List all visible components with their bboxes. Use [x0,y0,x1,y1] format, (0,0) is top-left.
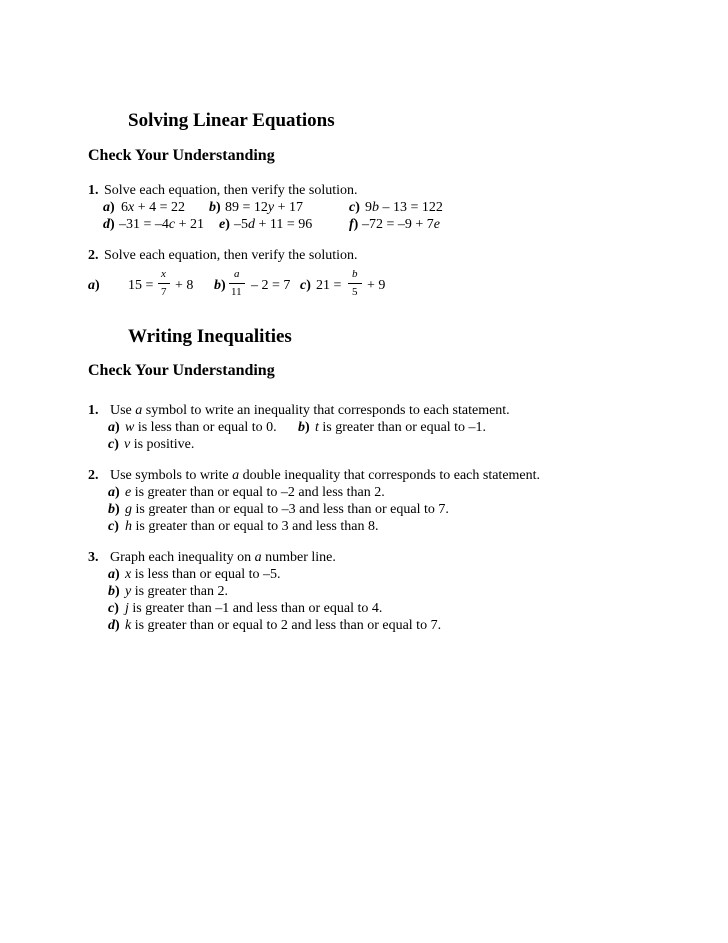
s2-q3-number: 3. [88,550,99,565]
s1-q1e-equation: –5d + 11 = 96 [234,217,313,232]
s2-q2c-label: c) [108,519,119,534]
section1-title: Solving Linear Equations [128,110,335,131]
s1-q1d-label: d) [103,217,115,232]
s2-q3b-label: b) [108,584,120,599]
section2-title: Writing Inequalities [128,326,292,347]
s1-q1-text: Solve each equation, then verify the solution. [104,183,358,198]
s1-q2-equations [88,268,488,308]
s1-q2b-right: – 2 = 7 [251,278,291,293]
s2-q3b-text: y is greater than 2. [125,584,229,599]
s1-q1a-equation: 6x + 4 = 22 [121,200,186,215]
s2-q1c-label: c) [108,437,119,452]
s2-q3a-text: x is less than or equal to –5. [125,567,281,582]
s1-q1f-equation: –72 = –9 + 7e [362,217,441,232]
s2-q1a-label: a) [108,420,120,435]
s2-q1-number: 1. [88,403,99,418]
section2-subtitle: Check Your Understanding [88,362,275,379]
s1-q2c-label: c) [300,278,311,293]
s2-q3a-label: a) [108,567,120,582]
s2-q2c-text: h is greater than or equal to 3 and less than 8. [125,519,379,534]
s2-q3-text: Graph each inequality on a number line. [110,550,336,565]
s2-q1a-text: w is less than or equal to 0. [125,420,277,435]
s2-q1c-text: v is positive. [124,437,195,452]
s2-q1b-label: b) [298,420,310,435]
s1-q2-text: Solve each equation, then verify the solution. [104,248,358,263]
s2-q1b-text: t is greater than or equal to –1. [315,420,487,435]
s1-q2a-denominator: 7 [161,286,167,298]
s2-q1-text: Use a symbol to write an inequality that corresponds to each statement. [110,403,510,418]
s1-q2b-fraction-bar [229,283,245,284]
s1-q2c-denominator: 5 [352,286,358,298]
s1-q1-number: 1. [88,183,99,198]
s2-q2b-text: g is greater than or equal to –3 and less than or equal to 7. [125,502,449,517]
s1-q1b-label: b) [209,200,221,215]
s2-q2-text: Use symbols to write a double inequality that corresponds to each statement. [110,468,541,483]
s1-q2c-right: + 9 [367,278,386,293]
s2-q2-number: 2. [88,468,99,483]
s1-q2b-numerator: a [234,268,240,280]
s1-q2b-label: b) [214,278,226,293]
section1-subtitle: Check Your Understanding [88,147,275,164]
s1-q1c-label: c) [349,200,360,215]
s2-q3d-text: k is greater than or equal to 2 and less than or equal to 7. [125,618,442,633]
s2-q2b-label: b) [108,502,120,517]
s2-q3c-text: j is greater than –1 and less than or equal to 4. [125,601,383,616]
s1-q2a-label: a) [88,278,100,293]
s1-q2a-numerator: x [161,268,166,280]
s1-q1b-equation: 89 = 12y + 17 [225,200,304,215]
s1-q2c-numerator: b [352,268,358,280]
s1-q2a-right: + 8 [175,278,194,293]
s2-q2a-text: e is greater than or equal to –2 and less than 2. [125,485,385,500]
s1-q1f-label: f) [349,217,359,232]
s1-q1c-equation: 9b – 13 = 122 [365,200,443,215]
s1-q2c-left: 21 = [316,278,342,293]
s2-q2a-label: a) [108,485,120,500]
s1-q2a-fraction-bar [158,283,170,284]
s1-q2-number: 2. [88,248,99,263]
s1-q1d-equation: –31 = –4c + 21 [119,217,205,232]
s1-q2c-fraction-bar [348,283,362,284]
s1-q2a-left: 15 = [128,278,154,293]
s2-q3d-label: d) [108,618,120,633]
s1-q2b-denominator: 11 [231,286,242,298]
s1-q1e-label: e) [219,217,230,232]
s1-q1a-label: a) [103,200,115,215]
s2-q3c-label: c) [108,601,119,616]
